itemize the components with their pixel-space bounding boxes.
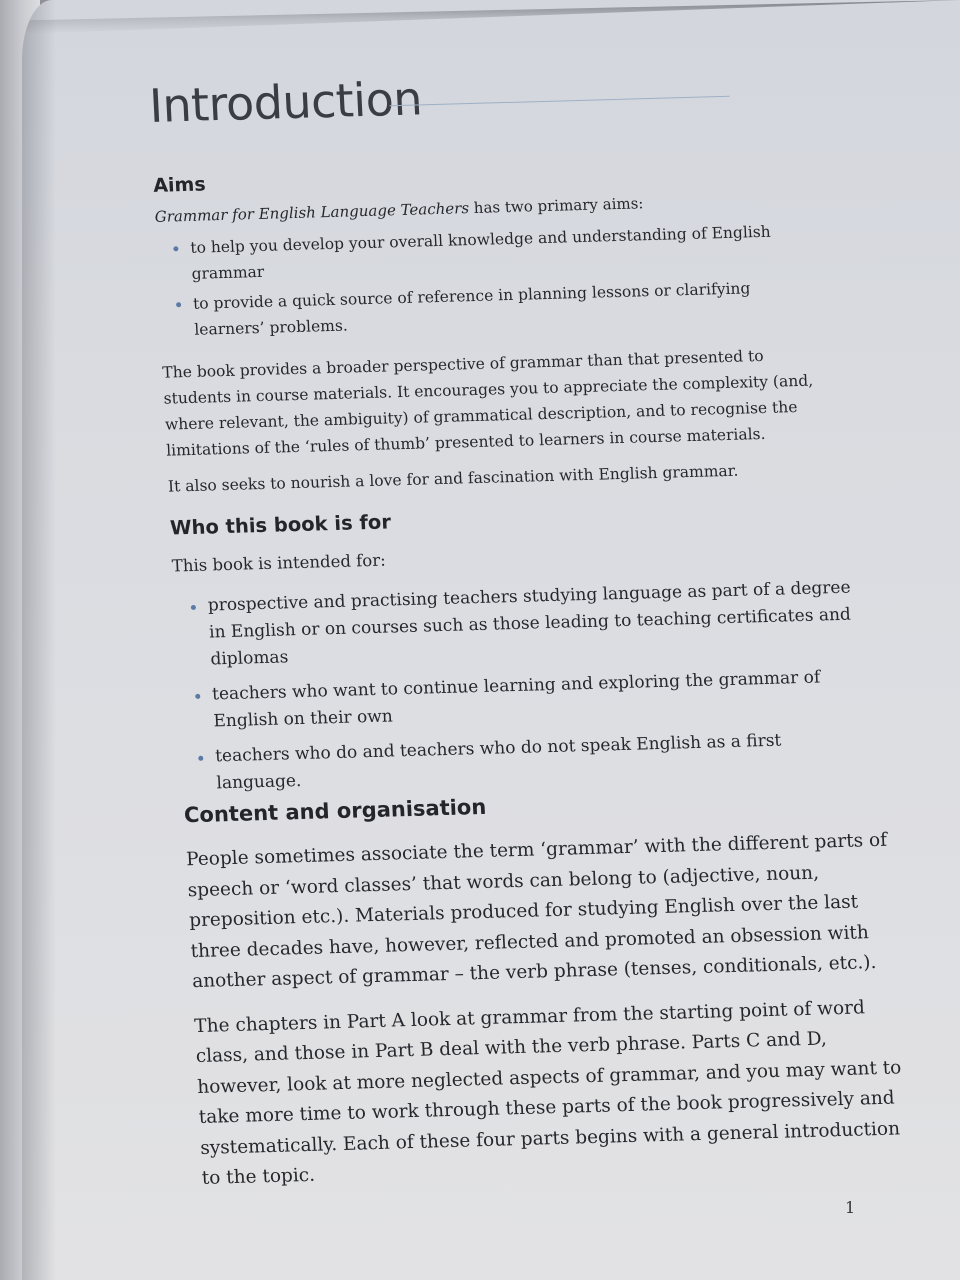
aims-paragraph-2: It also seeks to nourish a love for and fascination with English grammar. [167,461,739,496]
page-number: 1 [845,1198,856,1217]
audience-intro: This book is intended for: [171,550,387,576]
content-heading: Content and organisation [183,794,487,828]
aims-bullet-2: to provide a quick source of reference in planning lessons or clarifying learners’ problems. [192,273,820,342]
content-section [183,781,912,1194]
content-paragraph-1: People sometimes associate the term ‘grammar’ with the different parts of speech or ‘word classes’ that words can belong to (adjective, noun, preposition etc.). Materials produced for studying English over the last three decades have, however, reflected and promoted an obsession with another aspect of grammar – the verb phrase (tenses, conditionals, etc.). [185,829,888,993]
aims-intro-text: has two primary aims: [468,194,644,218]
page-top-edge [22,0,960,34]
content-paragraph-2: The chapters in Part A look at grammar from the starting point of word class, and those in Part B deal with the verb phrase. Parts C and D, however, look at more neglected aspects of grammar, and you may want to take more time to work through these parts of the book progressively and systematically. Each of these four parts begins with a general introduction to the topic. [193,996,902,1189]
aims-paragraph-1: The book provides a broader perspective of grammar than that presented to students in course materials. It encourages you to appreciate the complexity (and, where relevant, the ambiguity) of grammatical description, and to recognise the limitations of the ‘rules of thumb’ presented to learners in course materials. [161,346,814,460]
audience-bullet-3: teachers who do and teachers who do not speak English as a first language. [215,725,863,797]
audience-bullet-1: prospective and practising teachers studying language as part of a degree in English or on courses such as those leading to teaching certificates and diplomas [207,575,857,674]
audience-bullet-2: teachers who want to continue learning and exploring the grammar of English on their own [212,663,860,735]
audience-list [207,575,863,798]
audience-heading: Who this book is for [169,510,392,540]
page-title: Introduction [148,71,424,133]
aims-section [153,155,829,499]
book-title: Grammar for English Language Teachers [154,199,470,226]
aims-bullet-1: to help you develop your overall knowledge and understanding of English grammar [190,217,818,286]
aims-list [190,217,821,342]
audience-section [169,497,863,807]
aims-heading: Aims [152,173,207,197]
spine-shadow [22,0,56,1280]
